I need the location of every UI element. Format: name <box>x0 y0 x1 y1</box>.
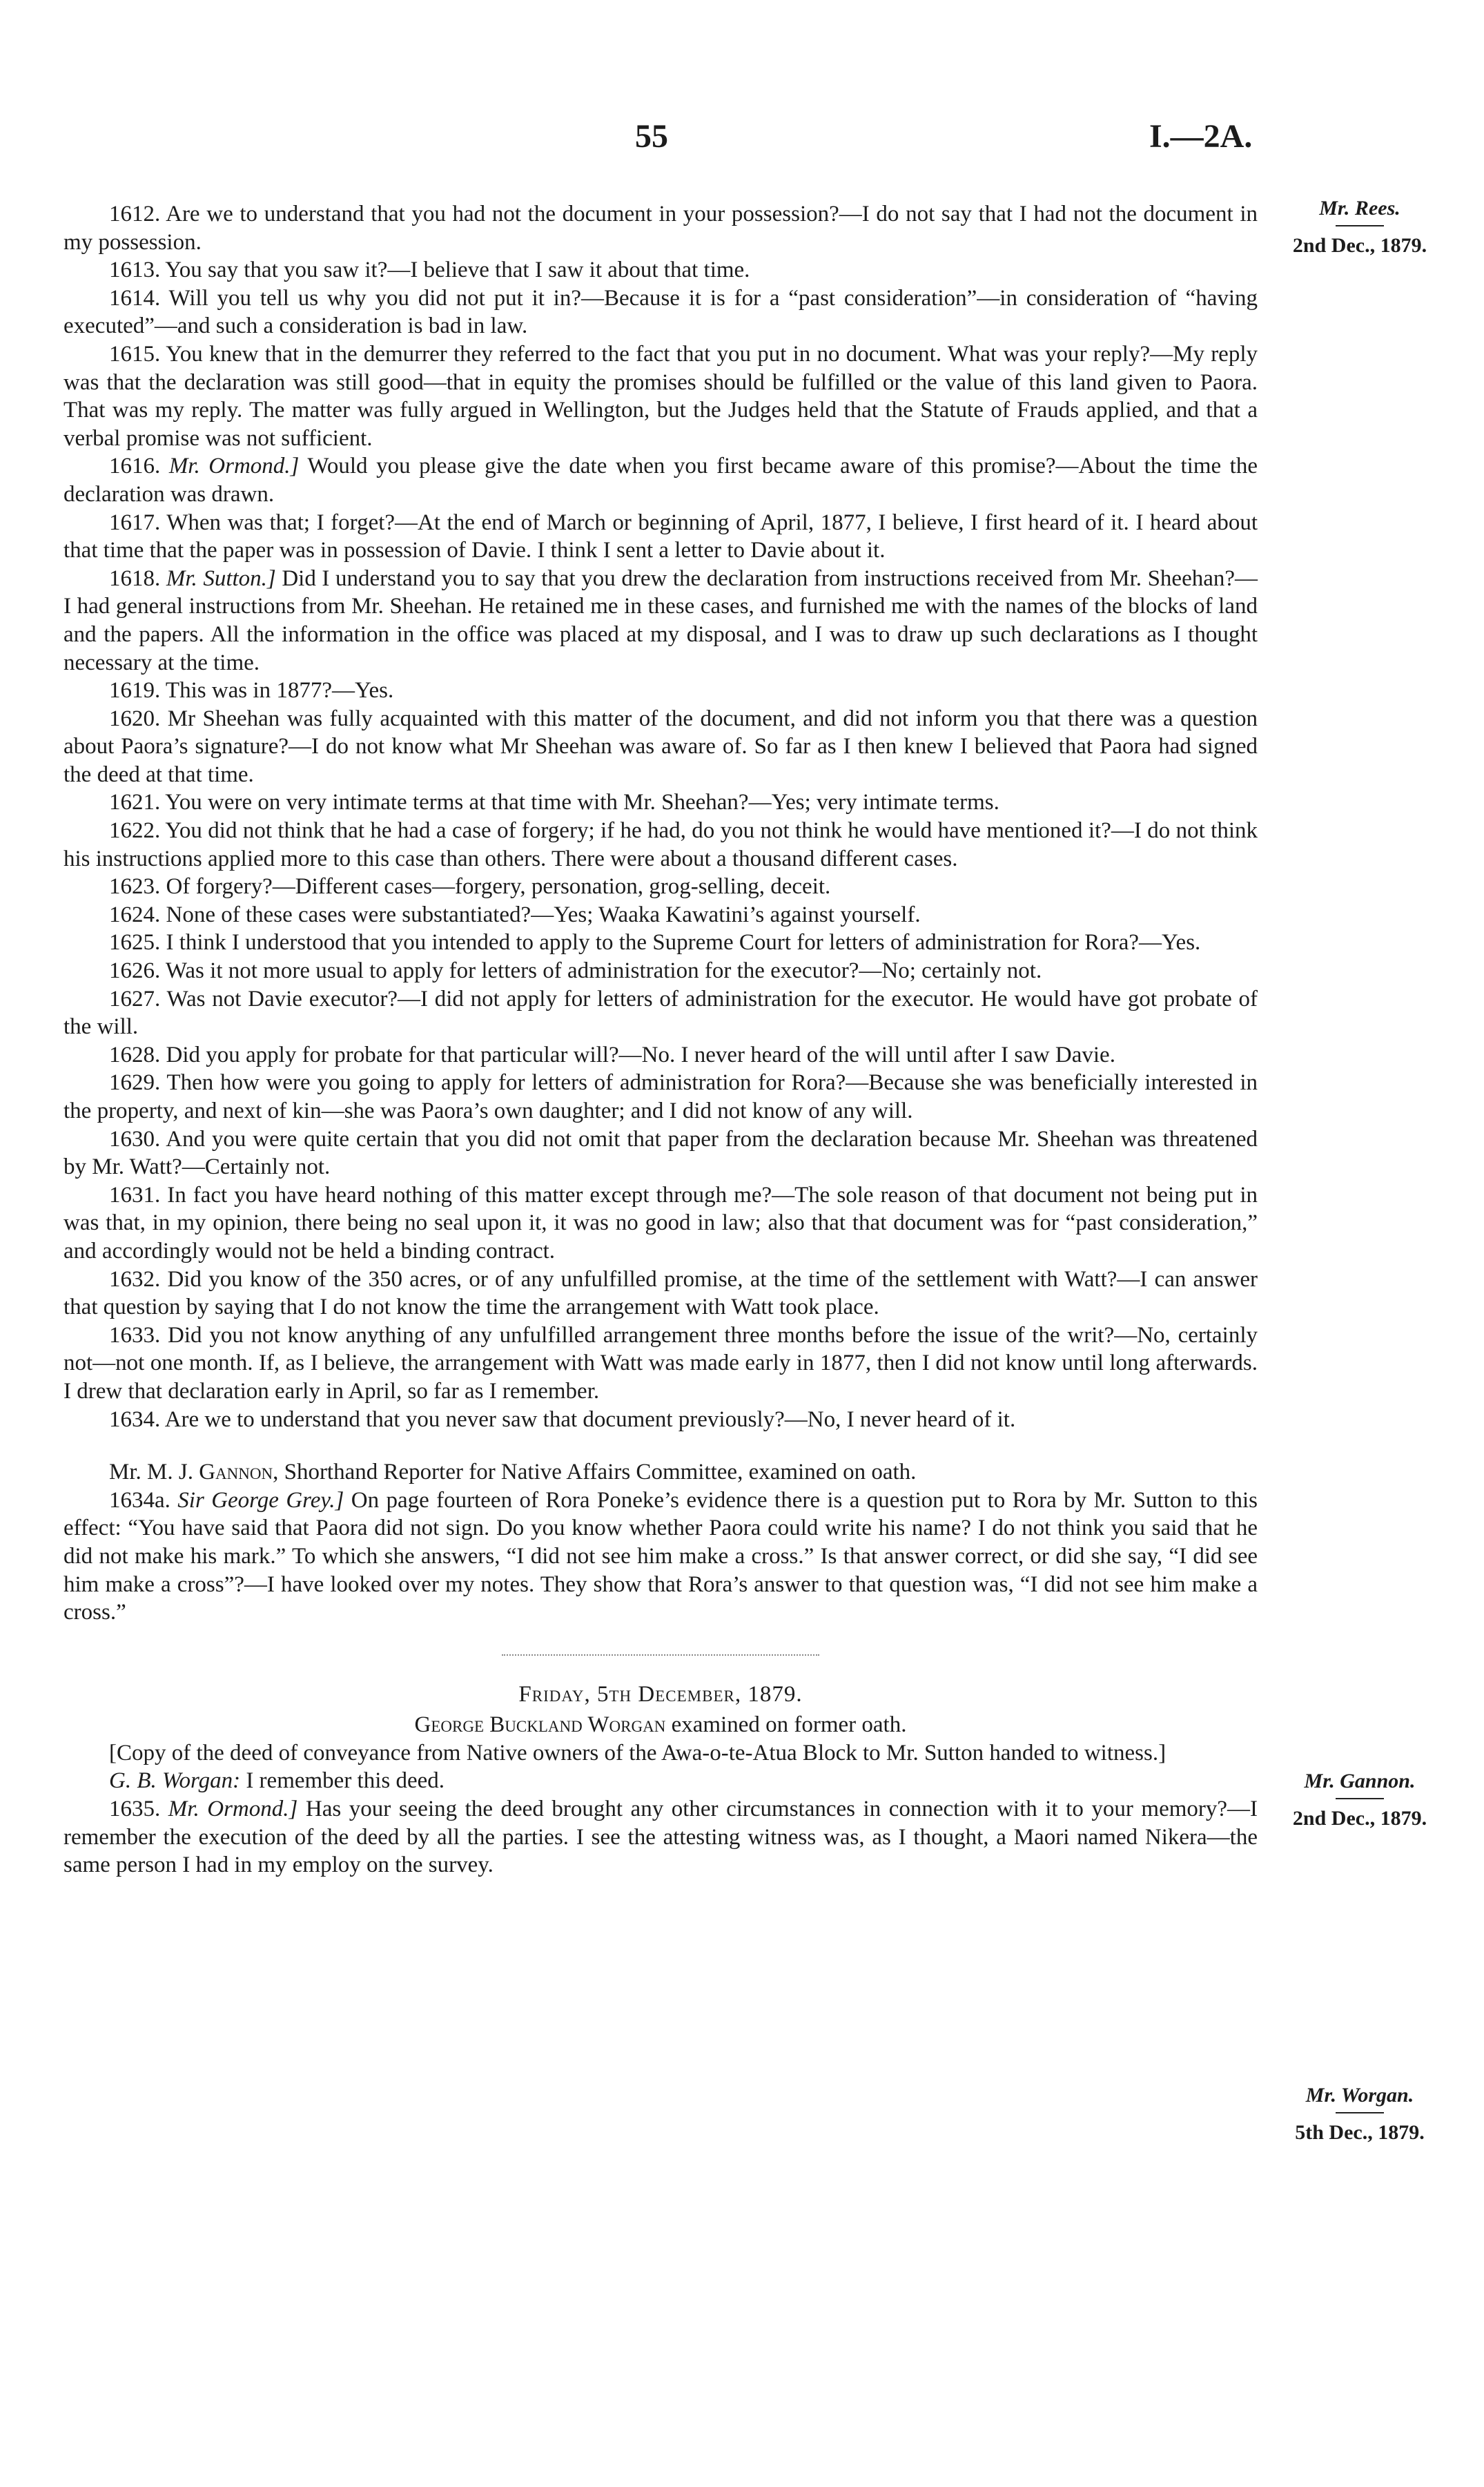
margin-note-name: Mr. Worgan. <box>1305 2084 1414 2107</box>
testimony-paragraph <box>64 1767 1258 1795</box>
paragraph-text: Was it not more usual to apply for letters of administration for the executor?—No; certainly not. <box>165 958 1042 984</box>
margin-note-name: Mr. Gannon. <box>1304 1770 1416 1792</box>
question-number: 1615. <box>109 341 161 367</box>
page-reference: I.—2A. <box>1149 118 1253 155</box>
testimony-paragraph <box>64 1069 1258 1125</box>
witness-prefix: Mr. M. J. <box>109 1460 193 1485</box>
paragraph-text: On page fourteen of Rora Poneke’s evidence there is a question put to Rora by Mr. Sutton to this effect: “You have said that Paora did not sign. Do you know whether Paora could write his name? I do not think you said that he did not make his mark.” To which she answers, “I did not see him make a cross.” Is that answer correct, or did she say, “I did see him make a cross”?—I have looked over my notes. They show that Rora’s answer to that question was, “I did not see him make a cross.” <box>64 1487 1258 1625</box>
margin-note-date: 5th Dec., 1879. <box>1295 2121 1425 2144</box>
question-number: 1626. <box>109 958 161 984</box>
testimony-paragraph <box>64 1406 1258 1434</box>
witness-heading-gannon <box>64 1458 1258 1487</box>
testimony-section-2 <box>64 1487 1258 1627</box>
question-number: 1631. <box>109 1182 161 1208</box>
testimony-paragraph <box>64 340 1258 452</box>
question-number: 1628. <box>109 1042 161 1067</box>
paragraph-text: Mr Sheehan was fully acquainted with this matter of the document, and did not inform you that there was a question about Paora’s signature?—I do not know what Mr Sheehan was aware of. So far as I then knew I believed that Paora had signed the deed at that time. <box>64 706 1258 787</box>
paragraph-text: Would you please give the date when you first became aware of this promise?—About the time the declaration was drawn. <box>64 454 1258 507</box>
question-number: 1622. <box>109 818 161 844</box>
paragraph-text: None of these cases were substantiated?—Yes; Waaka Kawatini’s against yourself. <box>166 902 921 927</box>
testimony-paragraph <box>64 873 1258 901</box>
speaker-name: Mr. Sutton.] <box>166 565 276 591</box>
testimony-paragraph <box>64 817 1258 873</box>
margin-divider <box>1336 2112 1384 2113</box>
witness-name: George Buckland Worgan <box>414 1712 666 1738</box>
paragraph-text: And you were quite certain that you did not omit that paper from the declaration because Mr. Sheehan was threatened by Mr. Watt?—Certainly not. <box>64 1126 1258 1180</box>
testimony-paragraph <box>64 284 1258 340</box>
testimony-paragraph <box>64 957 1258 985</box>
question-number: 1617. <box>109 510 161 535</box>
question-number: 1621. <box>109 790 161 815</box>
question-number: 1616. <box>109 454 161 479</box>
witness-heading-worgan <box>64 1711 1258 1739</box>
question-number: 1635. <box>109 1797 161 1822</box>
margin-divider <box>1336 1798 1384 1799</box>
testimony-section-3 <box>64 1739 1258 1879</box>
paragraph-text: Will you tell us why you did not put it in?—Because it is for a “past consideration”—in consideration of “having executed”—and such a consideration is bad in law. <box>64 285 1258 339</box>
paragraph-text: Of forgery?—Different cases—forgery, personation, grog-selling, deceit. <box>166 874 831 900</box>
paragraph-text: You did not think that he had a case of forgery; if he had, do you not think he would have mentioned it?—I do not think his instructions applied more to this case than others. There were about a thousand different cases. <box>64 818 1258 871</box>
question-number: 1624. <box>109 902 161 927</box>
paragraph-text: Are we to understand that you never saw that document previously?—No, I never heard of it. <box>164 1406 1016 1432</box>
question-number: 1612. <box>109 202 161 226</box>
paragraph-text: Was not Davie executor?—I did not apply for letters of administration for the executor. He would have got probate of the will. <box>64 986 1258 1040</box>
question-number: 1613. <box>109 258 161 283</box>
testimony-paragraph <box>64 256 1258 284</box>
paragraph-text: [Copy of the deed of conveyance from Native owners of the Awa-o-te-Atua Block to Mr. Sutton handed to witness.] <box>109 1740 1166 1765</box>
testimony-paragraph <box>64 1041 1258 1070</box>
margin-note-rees <box>1277 195 1443 260</box>
testimony-paragraph <box>64 200 1258 256</box>
testimony-paragraph <box>64 788 1258 817</box>
paragraph-text: Did I understand you to say that you drew the declaration from instructions received from Mr. Sheehan?—I had general instructions from Mr. Sheehan. He retained me in these cases, and furnished me with the names of the blocks of land and the papers. All the information in the office was placed at my disposal, and I was to draw up such declarations as I thought necessary at the time. <box>64 565 1258 675</box>
question-number: 1620. <box>109 706 161 731</box>
question-number: 1634a. <box>109 1487 170 1513</box>
witness-description: examined on former oath. <box>671 1712 907 1738</box>
testimony-paragraph <box>64 901 1258 929</box>
paragraph-text: Then how were you going to apply for letters of administration for Rora?—Because she was beneficially interested in the property, and next of kin—she was Paora’s own daughter; and I did not know of any will. <box>64 1070 1258 1123</box>
day-heading: Friday, 5th December, 1879. <box>518 1681 803 1707</box>
speaker-name: Mr. Ormond.] <box>168 454 300 479</box>
paragraph-text: You knew that in the demurrer they referred to the fact that you put in no document. What was your reply?—My reply was that the declaration was still good—that in equity the promises should be fulfilled or the value of this land given to Paora. That was my reply. The matter was fully argued in Wellington, but the Judges held that the Statute of Frauds applied, and that a verbal promise was not sufficient. <box>64 341 1258 451</box>
paragraph-text: This was in 1877?—Yes. <box>165 678 394 704</box>
testimony-paragraph <box>64 677 1258 705</box>
paragraph-text: Has your seeing the deed brought any other circumstances in connection with it to your memory?—I remember the execution of the deed by all the parties. I see the attesting witness was, as I thought, a Maori named Nikera—the same person I had in my employ on the survey. <box>64 1797 1258 1878</box>
testimony-paragraph <box>64 1739 1258 1768</box>
margin-note-worgan <box>1277 2082 1443 2147</box>
testimony-paragraph <box>64 1322 1258 1406</box>
testimony-paragraph <box>64 1125 1258 1181</box>
paragraph-text: Did you not know anything of any unfulfilled arrangement three months before the issue of the writ?—No, certainly not—not one month. If, as I believe, the arrangement with Watt was made early in 1877, then I did not know until long afterwards. I drew that declaration early in April, so far as I remember. <box>64 1322 1258 1404</box>
paragraph-text: Are we to understand that you had not the document in your possession?—I do not say that I had not the document in my possession. <box>64 202 1258 255</box>
margin-note-date: 2nd Dec., 1879. <box>1292 234 1427 257</box>
paragraph-text: You were on very intimate terms at that time with Mr. Sheehan?—Yes; very intimate terms. <box>165 790 999 815</box>
section-divider <box>502 1654 819 1656</box>
testimony-paragraph <box>64 985 1258 1041</box>
paragraph-text: You say that you saw it?—I believe that I saw it about that time. <box>165 258 750 283</box>
testimony-paragraph <box>64 509 1258 565</box>
speaker-name: Mr. Ormond.] <box>168 1797 298 1822</box>
testimony-paragraph <box>64 1266 1258 1322</box>
speaker-name: G. B. Worgan: <box>109 1768 241 1794</box>
paragraph-text: I think I understood that you intended to apply to the Supreme Court for letters of administration for Rora?—Yes. <box>166 930 1201 956</box>
margin-divider <box>1336 225 1384 226</box>
witness-name: Gannon <box>199 1460 273 1485</box>
margin-note-name: Mr. Rees. <box>1319 197 1400 220</box>
testimony-paragraph <box>64 705 1258 789</box>
paragraph-text: In fact you have heard nothing of this matter except through me?—The sole reason of that document not being put in was that, in my opinion, there being no seal upon it, it was no good in law; also that that document was for “past consideration,” and accordingly would not be held a binding contract. <box>64 1182 1258 1264</box>
question-number: 1614. <box>109 285 161 311</box>
testimony-paragraph <box>64 1487 1258 1627</box>
question-number: 1634. <box>109 1406 161 1432</box>
testimony-paragraph <box>64 565 1258 677</box>
question-number: 1632. <box>109 1266 161 1292</box>
paragraph-text: I remember this deed. <box>246 1768 445 1794</box>
speaker-name: Sir George Grey.] <box>177 1487 344 1513</box>
question-number: 1618. <box>109 565 161 591</box>
margin-note-gannon <box>1277 1768 1443 1832</box>
margin-note-date: 2nd Dec., 1879. <box>1292 1807 1427 1830</box>
document-body <box>64 200 1258 1879</box>
testimony-paragraph <box>64 929 1258 957</box>
question-number: 1633. <box>109 1322 161 1348</box>
question-number: 1619. <box>109 678 161 704</box>
paragraph-text: Did you know of the 350 acres, or of any unfulfilled promise, at the time of the settlement with Watt?—I can answer that question by saying that I do not know the time the arrangement with Watt took place. <box>64 1266 1258 1320</box>
question-number: 1625. <box>109 930 161 956</box>
paragraph-text: When was that; I forget?—At the end of March or beginning of April, 1877, I believe, I first heard of it. I heard about that time that the paper was in possession of Davie. I think I sent a letter to Davie about it. <box>64 510 1258 563</box>
question-number: 1629. <box>109 1070 161 1096</box>
question-number: 1623. <box>109 874 161 900</box>
page-number: 55 <box>635 118 668 155</box>
witness-description: , Shorthand Reporter for Native Affairs Committee, examined on oath. <box>273 1460 917 1485</box>
testimony-paragraph <box>64 1181 1258 1266</box>
testimony-paragraph <box>64 1795 1258 1879</box>
paragraph-text: Did you apply for probate for that particular will?—No. I never heard of the will until after I saw Davie. <box>166 1042 1115 1067</box>
question-number: 1630. <box>109 1126 161 1152</box>
testimony-paragraph <box>64 452 1258 508</box>
testimony-section-1 <box>64 200 1258 1433</box>
question-number: 1627. <box>109 986 161 1012</box>
